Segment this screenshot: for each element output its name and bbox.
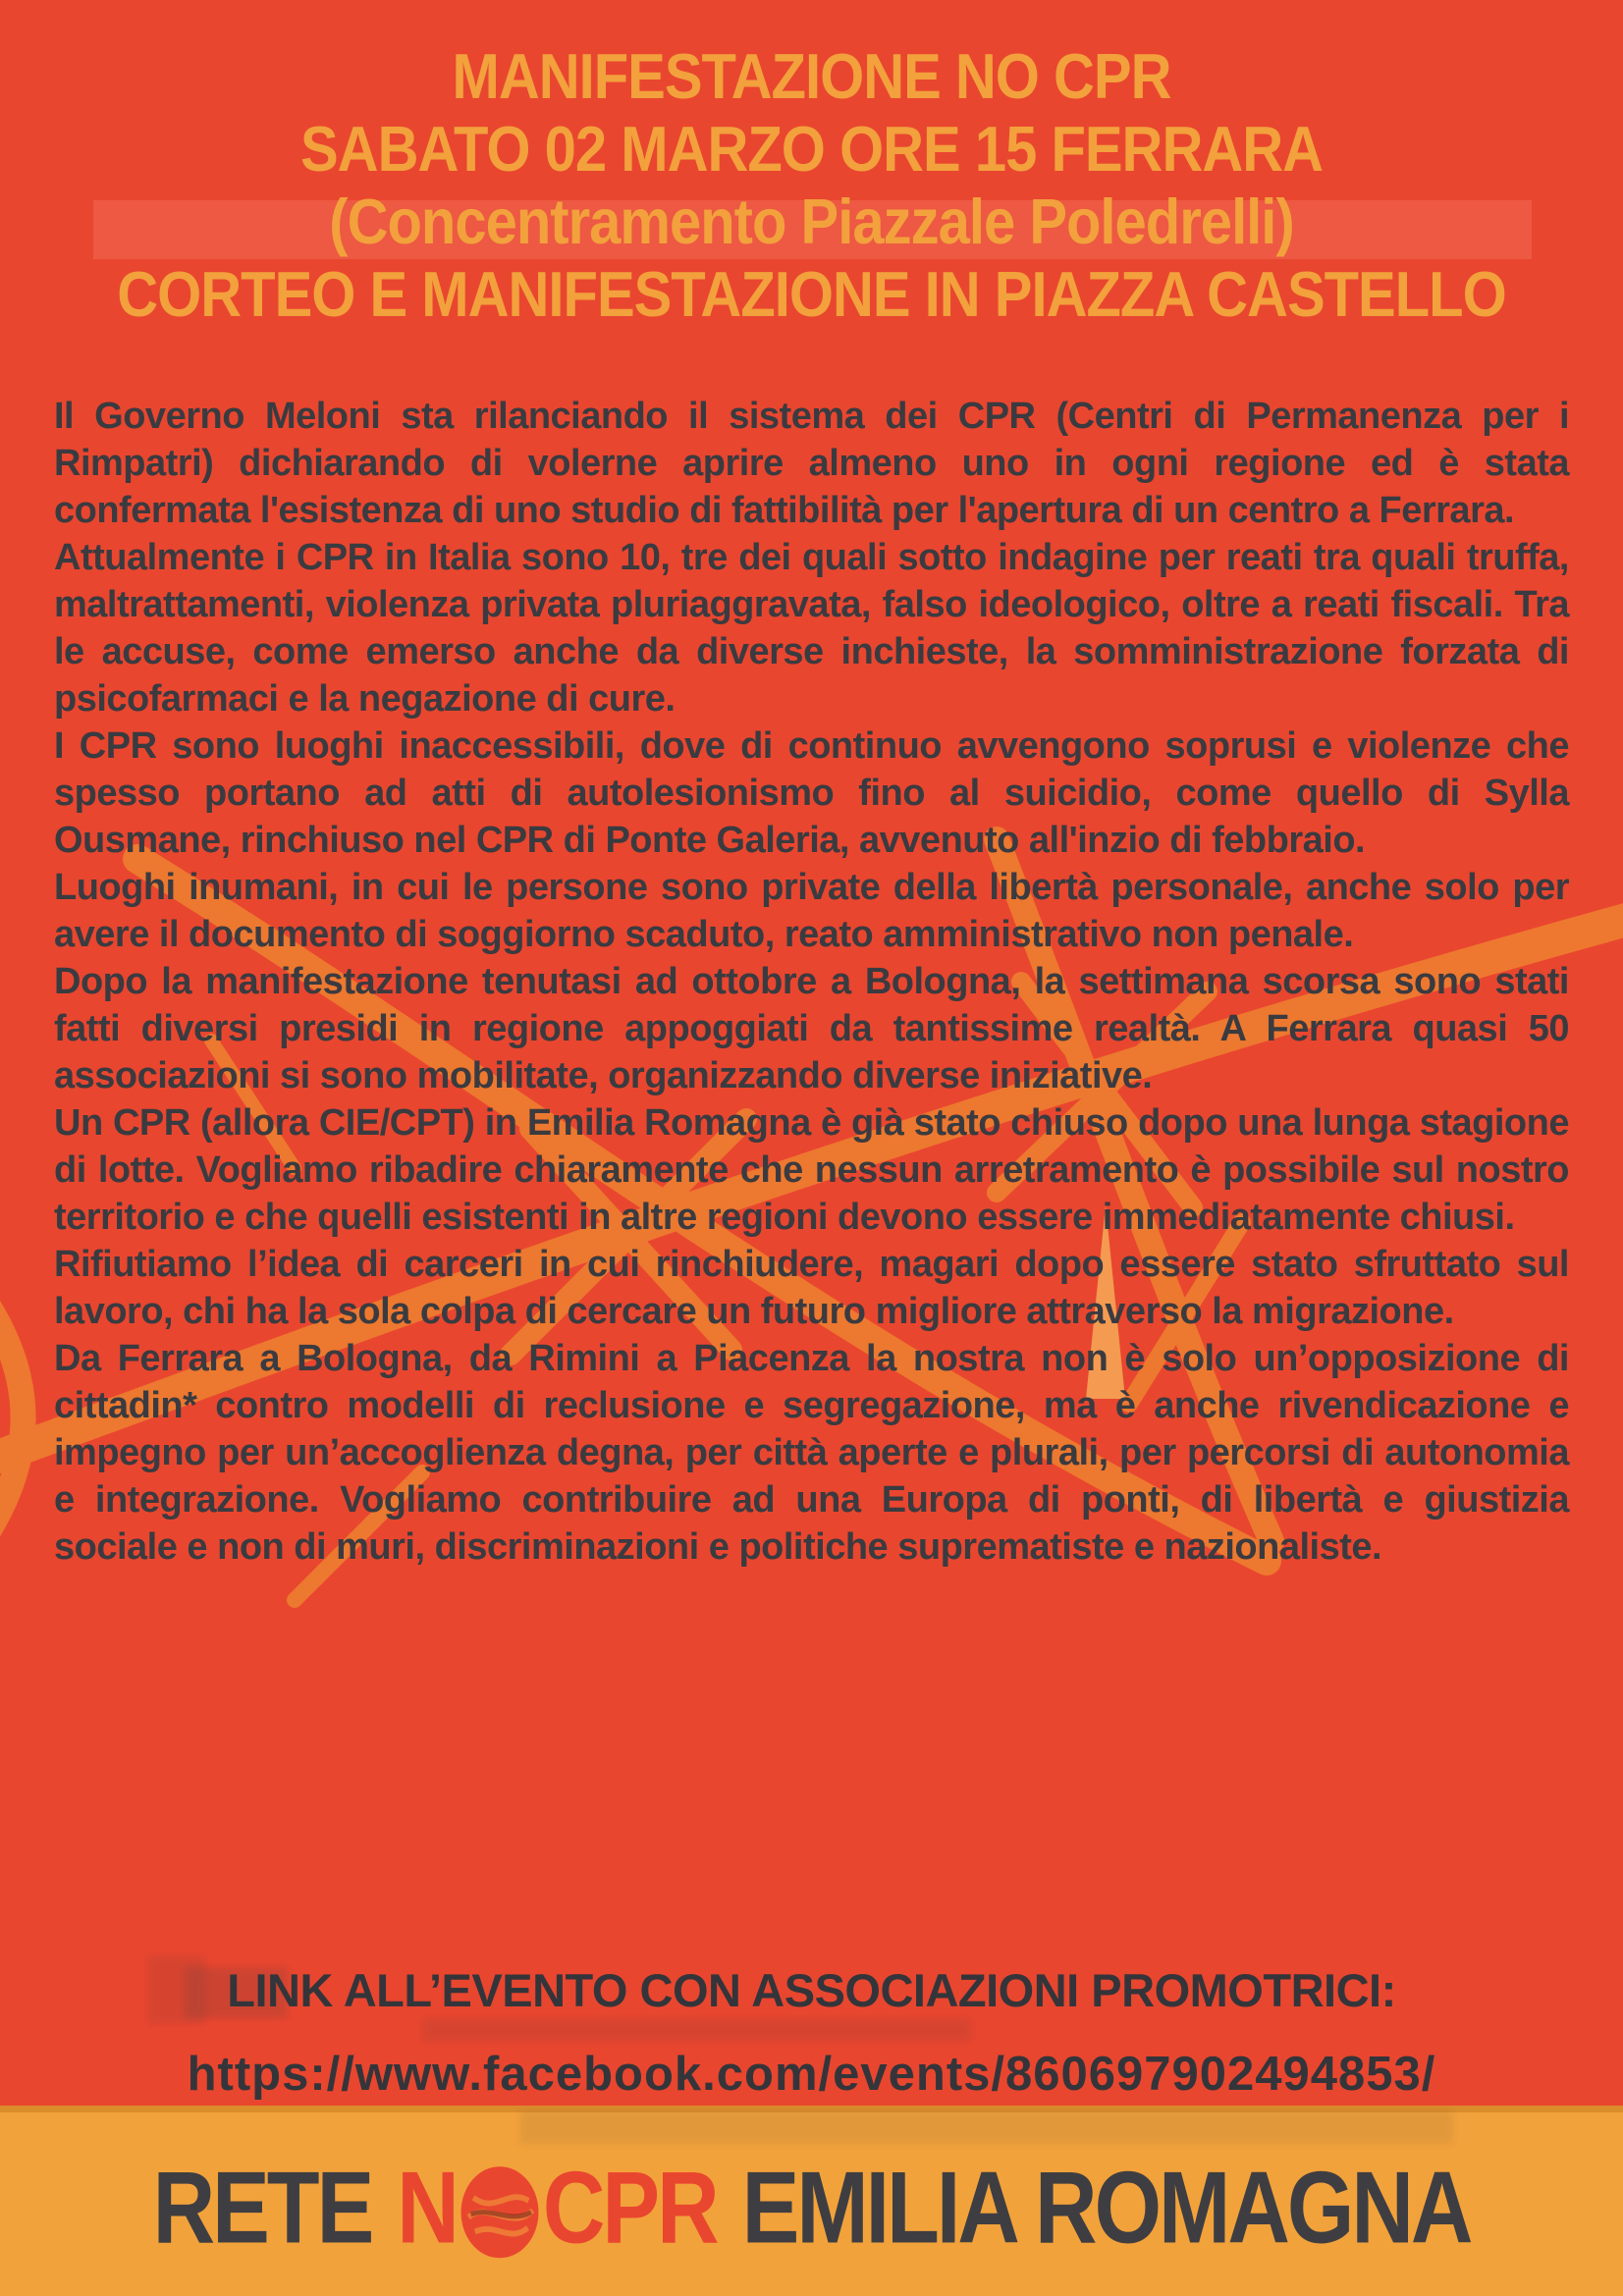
paragraph-luoghi-inumani: Luoghi inumani, in cui le persone sono private della libertà personale, anche solo per avere il documento di soggiorno scaduto, reato amministrativo non penale. — [54, 867, 1569, 955]
event-link-heading: LINK ALL’EVENTO CON ASSOCIAZIONI PROMOTRICI: — [227, 1964, 1396, 2016]
print-ghost-artifact — [422, 2018, 972, 2042]
paragraph-governo-meloni: Il Governo Meloni sta rilanciando il sistema dei CPR (Centri di Permanenza per i Rimpatri) dichiarando di volerne aprire almeno uno in ogni regione ed è stata confermata l'esistenza di uno studio di fattibilità per l'apertura di un centro a Ferrara. — [54, 396, 1569, 531]
brand-logo — [153, 2149, 1471, 2267]
paragraph-manifestazione-ottobre: Dopo la manifestazione tenutasi ad ottobre a Bologna, la settimana scorsa sono stati fatti diversi presidi in regione appoggiati da tantissime realtà. A Ferrara quasi 50 associazioni si sono mobilitate, organizzando diverse iniziative. — [54, 961, 1569, 1096]
brand-word-rete: RETE — [152, 2150, 372, 2265]
title-line-1: MANIFESTAZIONE NO CPR — [452, 41, 1171, 113]
poster-body-text — [54, 393, 1569, 1571]
paragraph-rifiutiamo: Rifiutiamo l’idea di carceri in cui rinchiudere, magari dopo essere stato sfruttato sul lavoro, chi ha la sola colpa di cercare un futuro migliore attraverso la migrazione. — [54, 1244, 1569, 1332]
print-ghost-artifact — [147, 1955, 206, 2024]
barbed-wire-ball-icon — [459, 2163, 541, 2261]
brand-word-emilia-romagna: EMILIA ROMAGNA — [741, 2150, 1471, 2265]
title-line-3: (Concentramento Piazzale Poledrelli) — [329, 186, 1294, 258]
paragraph-cpr-chiuso: Un CPR (allora CIE/CPT) in Emilia Romagna è già stato chiuso dopo una lunga stagione di lotte. Vogliamo ribadire chiaramente che nessun arretramento è possibile sul nostro territorio e che quelli esistenti in altre regioni devono essere immediatamente chiusi. — [54, 1102, 1569, 1238]
print-ghost-artifact — [520, 2110, 1453, 2144]
brand-word-nocpr: N CPR — [397, 2150, 717, 2265]
event-link-url: https://www.facebook.com/events/860697902494853/ — [187, 2048, 1436, 2101]
paragraph-da-ferrara-a-bologna: Da Ferrara a Bologna, da Rimini a Piacenza la nostra non è solo un’opposizione di cittadin* contro modelli di reclusione e segregazione, ma è anche rivendicazione e impegno per un’accoglienza degna, per città aperte e plurali, per percorsi di autonomia e integrazione. Vogliamo contribuire ad una Europa di ponti, di libertà e giustizia sociale e non di muri, discriminazioni e politiche suprematiste e nazionaliste. — [54, 1338, 1569, 1568]
paragraph-cpr-indagine: Attualmente i CPR in Italia sono 10, tre dei quali sotto indagine per reati tra quali truffa, maltrattamenti, violenza privata pluriaggravata, falso ideologico, oltre a reati fiscali. Tra le accuse, come emerso anche da diverse inchieste, la somministrazione forzata di psicofarmaci e la negazione di cure. — [54, 537, 1569, 720]
paragraph-luoghi-inaccessibili: I CPR sono luoghi inaccessibili, dove di continuo avvengono soprusi e violenze che spesso portano ad atti di autolesionismo fino al suicidio, come quello di Sylla Ousmane, rinchiuso nel CPR di Ponte Galeria, avvenuto all'inzio di febbraio. — [54, 725, 1569, 861]
title-line-4: CORTEO E MANIFESTAZIONE IN PIAZZA CASTELLO — [117, 258, 1506, 331]
poster-title-block — [0, 41, 1623, 332]
title-line-2: SABATO 02 MARZO ORE 15 FERRARA — [300, 113, 1323, 186]
